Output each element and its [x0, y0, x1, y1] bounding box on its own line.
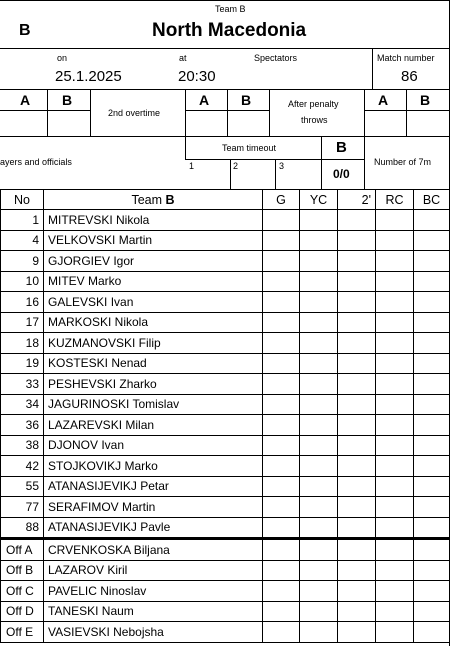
g-cell: [263, 230, 300, 251]
player-row: [1, 230, 450, 251]
official-name: PAVELIC Ninoslav: [44, 581, 263, 602]
timeout-b-left-divider: [321, 136, 322, 189]
bc-cell: [414, 560, 450, 581]
player-name: STOJKOVIKJ Marko: [44, 456, 263, 477]
two-min-cell: [338, 581, 376, 602]
yc-cell: [300, 517, 338, 539]
player-number: 42: [1, 456, 44, 477]
g-cell: [263, 581, 300, 602]
g-cell: [263, 560, 300, 581]
rc-cell: [376, 601, 414, 622]
two-min-cell: [338, 415, 376, 436]
player-number: 88: [1, 517, 44, 539]
official-name: VASIEVSKI Nebojsha: [44, 622, 263, 643]
ot3-row-divider: [364, 110, 449, 111]
player-row: [1, 333, 450, 354]
g-cell: [263, 353, 300, 374]
two-min-cell: [338, 517, 376, 539]
player-name: KOSTESKI Nenad: [44, 353, 263, 374]
col-no-header: No: [1, 190, 44, 210]
bc-cell: [414, 517, 450, 539]
ot1-right-divider: [90, 89, 91, 136]
team-name: North Macedonia: [152, 20, 307, 41]
player-number: 34: [1, 394, 44, 415]
g-cell: [263, 517, 300, 539]
col-team-header: [44, 190, 263, 210]
official-name: TANESKI Naum: [44, 601, 263, 622]
match-time: 20:30: [178, 68, 216, 85]
yc-cell: [300, 333, 338, 354]
g-cell: [263, 415, 300, 436]
ot2-right-divider: [269, 89, 270, 136]
yc-cell: [300, 353, 338, 374]
spectators-label: Spectators: [254, 53, 298, 63]
player-number: 18: [1, 333, 44, 354]
g-cell: [263, 251, 300, 272]
g-cell: [263, 476, 300, 497]
player-row: [1, 210, 450, 231]
official-code: Off A: [1, 539, 44, 561]
bc-cell: [414, 581, 450, 602]
match-number-divider: [372, 48, 373, 89]
official-row: [1, 539, 450, 561]
g-cell: [263, 333, 300, 354]
player-name: PESHEVSKI Zharko: [44, 374, 263, 395]
player-row: [1, 353, 450, 374]
player-name: LAZAREVSKI Milan: [44, 415, 263, 436]
two-min-cell: [338, 601, 376, 622]
player-row: [1, 435, 450, 456]
at-label: at: [179, 53, 187, 63]
bc-cell: [414, 622, 450, 643]
roster-table: [0, 189, 450, 643]
yc-cell: [300, 312, 338, 333]
official-code: Off D: [1, 601, 44, 622]
header-divider: [0, 48, 449, 49]
bc-cell: [414, 539, 450, 561]
two-min-cell: [338, 312, 376, 333]
ot2-row-divider: [185, 110, 269, 111]
official-code: Off E: [1, 622, 44, 643]
rc-cell: [376, 333, 414, 354]
col-team-letter: B: [165, 192, 175, 207]
ot1-row-divider: [0, 110, 90, 111]
bc-cell: [414, 415, 450, 436]
player-name: DJONOV Ivan: [44, 435, 263, 456]
rc-cell: [376, 271, 414, 292]
yc-cell: [300, 230, 338, 251]
official-name: CRVENKOSKA Biljana: [44, 539, 263, 561]
team-timeout-label: Team timeout: [222, 143, 277, 153]
official-name: LAZAROV Kiril: [44, 560, 263, 581]
col-rc-header: RC: [376, 190, 414, 210]
ot1-a: A: [20, 92, 31, 108]
rc-cell: [376, 415, 414, 436]
g-cell: [263, 601, 300, 622]
rc-cell: [376, 497, 414, 518]
player-number: 16: [1, 292, 44, 313]
roster-header-row: [1, 190, 450, 210]
yc-cell: [300, 394, 338, 415]
player-row: [1, 476, 450, 497]
player-number: 55: [1, 476, 44, 497]
player-row: [1, 394, 450, 415]
yc-cell: [300, 456, 338, 477]
rc-cell: [376, 353, 414, 374]
penalty-label-1: After penalty: [288, 99, 339, 109]
team-caption: Team B: [215, 4, 246, 14]
g-cell: [263, 210, 300, 231]
yc-cell: [300, 374, 338, 395]
rc-cell: [376, 456, 414, 477]
player-number: 19: [1, 353, 44, 374]
two-min-cell: [338, 292, 376, 313]
roster-body: [1, 210, 450, 643]
ot2-b: B: [241, 92, 252, 108]
player-row: [1, 271, 450, 292]
two-min-cell: [338, 435, 376, 456]
rc-cell: [376, 476, 414, 497]
yc-cell: [300, 415, 338, 436]
g-cell: [263, 456, 300, 477]
player-number: 10: [1, 271, 44, 292]
player-name: ATANASIJEVIKJ Petar: [44, 476, 263, 497]
yc-cell: [300, 435, 338, 456]
yc-cell: [300, 251, 338, 272]
col-team-label: Team: [131, 192, 163, 207]
player-name: MITEV Marko: [44, 271, 263, 292]
player-row: [1, 517, 450, 539]
col-bc-header: BC: [414, 190, 450, 210]
ot1-b: B: [62, 92, 73, 108]
team-letter: B: [19, 22, 31, 39]
player-number: 17: [1, 312, 44, 333]
bc-cell: [414, 353, 450, 374]
col-2min-header: 2': [338, 190, 376, 210]
timeout-1: 1: [189, 161, 195, 171]
player-name: GALEVSKI Ivan: [44, 292, 263, 313]
g-cell: [263, 394, 300, 415]
player-number: 9: [1, 251, 44, 272]
two-min-cell: [338, 476, 376, 497]
second-overtime-label: 2nd overtime: [108, 108, 161, 118]
two-min-cell: [338, 210, 376, 231]
bc-cell: [414, 394, 450, 415]
ot3-left-divider: [364, 89, 365, 136]
two-min-cell: [338, 374, 376, 395]
two-min-cell: [338, 539, 376, 561]
timeout-3: 3: [279, 161, 285, 171]
player-name: VELKOVSKI Martin: [44, 230, 263, 251]
g-cell: [263, 312, 300, 333]
bc-cell: [414, 601, 450, 622]
official-code: Off C: [1, 581, 44, 602]
player-row: [1, 292, 450, 313]
overtime-bottom-border: [0, 136, 449, 137]
on-label: on: [57, 53, 68, 63]
ot2-a: A: [199, 92, 210, 108]
yc-cell: [300, 601, 338, 622]
ot3-mid-divider: [406, 89, 407, 136]
player-name: KUZMANOVSKI Filip: [44, 333, 263, 354]
rc-cell: [376, 230, 414, 251]
match-number-label: Match number: [377, 53, 435, 63]
yc-cell: [300, 271, 338, 292]
g-cell: [263, 435, 300, 456]
bc-cell: [414, 230, 450, 251]
bc-cell: [414, 435, 450, 456]
two-min-cell: [338, 394, 376, 415]
g-cell: [263, 374, 300, 395]
rc-cell: [376, 251, 414, 272]
timeout-1-divider: [230, 159, 231, 189]
top-border: [0, 0, 449, 1]
yc-cell: [300, 622, 338, 643]
rc-cell: [376, 312, 414, 333]
bc-cell: [414, 497, 450, 518]
player-row: [1, 312, 450, 333]
yc-cell: [300, 292, 338, 313]
g-cell: [263, 539, 300, 561]
two-min-cell: [338, 622, 376, 643]
ot3-b: B: [420, 92, 431, 108]
ot2-left-divider: [185, 89, 186, 159]
player-row: [1, 497, 450, 518]
yc-cell: [300, 210, 338, 231]
two-min-cell: [338, 497, 376, 518]
bc-cell: [414, 312, 450, 333]
official-row: [1, 581, 450, 602]
player-name: JAGURINOSKI Tomislav: [44, 394, 263, 415]
g-cell: [263, 497, 300, 518]
two-min-cell: [338, 560, 376, 581]
player-name: MARKOSKI Nikola: [44, 312, 263, 333]
player-number: 1: [1, 210, 44, 231]
ot1-mid-divider: [47, 89, 48, 136]
official-row: [1, 560, 450, 581]
player-number: 77: [1, 497, 44, 518]
two-min-cell: [338, 353, 376, 374]
match-date: 25.1.2025: [55, 68, 122, 85]
yc-cell: [300, 560, 338, 581]
match-number: 86: [401, 68, 418, 85]
bc-cell: [414, 251, 450, 272]
rc-cell: [376, 435, 414, 456]
two-min-cell: [338, 456, 376, 477]
yc-cell: [300, 497, 338, 518]
rc-cell: [376, 539, 414, 561]
official-row: [1, 622, 450, 643]
timeout-2-divider: [275, 159, 276, 189]
ot2-mid-divider: [227, 89, 228, 136]
timeout-2: 2: [233, 161, 239, 171]
rc-cell: [376, 292, 414, 313]
g-cell: [263, 622, 300, 643]
rc-cell: [376, 210, 414, 231]
bc-cell: [414, 210, 450, 231]
player-name: ATANASIJEVIKJ Pavle: [44, 517, 263, 539]
info-divider: [0, 89, 449, 90]
players-officials-label: ayers and officials: [0, 157, 72, 167]
col-yc-header: YC: [300, 190, 338, 210]
player-number: 38: [1, 435, 44, 456]
player-name: GJORGIEV Igor: [44, 251, 263, 272]
rc-cell: [376, 560, 414, 581]
penalty-label-2: throws: [301, 115, 328, 125]
player-row: [1, 251, 450, 272]
two-min-cell: [338, 271, 376, 292]
rc-cell: [376, 374, 414, 395]
player-number: 33: [1, 374, 44, 395]
rc-cell: [376, 517, 414, 539]
rc-cell: [376, 394, 414, 415]
bc-cell: [414, 271, 450, 292]
timeout-b-right-divider: [364, 136, 365, 189]
bc-cell: [414, 333, 450, 354]
score-7m: 0/0: [333, 167, 350, 181]
bc-cell: [414, 476, 450, 497]
g-cell: [263, 271, 300, 292]
yc-cell: [300, 476, 338, 497]
two-min-cell: [338, 230, 376, 251]
bc-cell: [414, 456, 450, 477]
col-g-header: G: [263, 190, 300, 210]
yc-cell: [300, 539, 338, 561]
bc-cell: [414, 374, 450, 395]
bc-cell: [414, 292, 450, 313]
player-number: 36: [1, 415, 44, 436]
player-name: SERAFIMOV Martin: [44, 497, 263, 518]
player-row: [1, 456, 450, 477]
official-row: [1, 601, 450, 622]
number-of-7m-label: Number of 7m: [374, 157, 432, 167]
g-cell: [263, 292, 300, 313]
player-row: [1, 415, 450, 436]
yc-cell: [300, 581, 338, 602]
rc-cell: [376, 581, 414, 602]
player-number: 4: [1, 230, 44, 251]
two-min-cell: [338, 251, 376, 272]
ot3-a: A: [378, 92, 389, 108]
two-min-cell: [338, 333, 376, 354]
timeout-team-b: B: [336, 139, 347, 156]
player-row: [1, 374, 450, 395]
rc-cell: [376, 622, 414, 643]
player-name: MITREVSKI Nikola: [44, 210, 263, 231]
official-code: Off B: [1, 560, 44, 581]
